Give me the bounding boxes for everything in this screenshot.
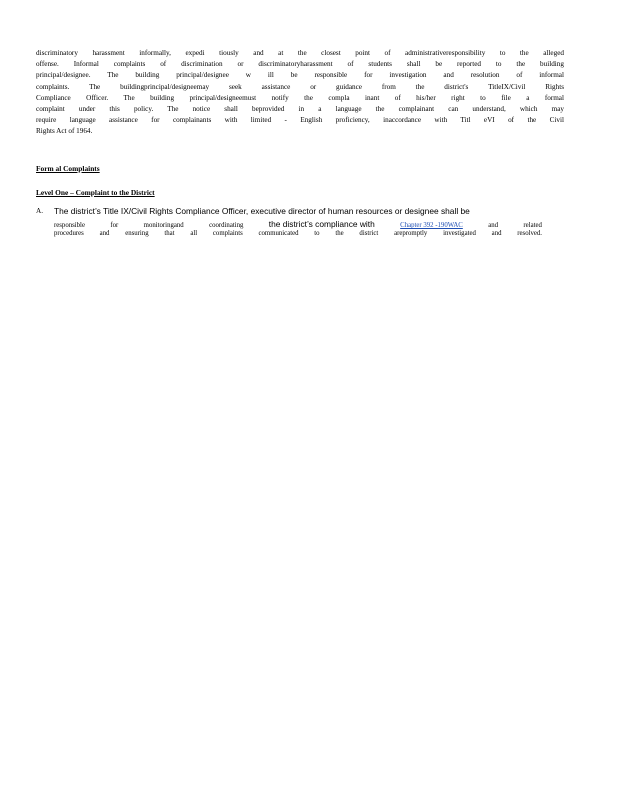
item-a-line-3 — [54, 230, 542, 237]
item-word: responsible — [54, 222, 85, 229]
item-a-line-2 — [54, 219, 542, 229]
paragraph-line: Rights Act of 1964. — [36, 127, 93, 136]
paragraph-line: principal/designee. The building principal/designee w ill be responsible for investigation and resolution of informal — [36, 71, 564, 80]
item-word: coordinating — [209, 222, 244, 229]
item-word: and — [488, 222, 499, 229]
list-marker: A. — [36, 207, 43, 215]
item-word: to — [314, 230, 320, 237]
item-word: all — [190, 230, 198, 237]
paragraph-line: offense. Informal complaints of discrimination or discriminatoryharassment of students shall be reported to the building — [36, 60, 564, 69]
item-word: district — [359, 230, 379, 237]
item-word: and — [99, 230, 110, 237]
item-word: procedures — [54, 230, 84, 237]
chapter-392-190-wac-link[interactable]: Chapter 392 -190WAC — [400, 222, 463, 229]
informal-complaints-paragraph — [36, 48, 564, 138]
paragraph-line: require language assistance for complainants with limited - English proficiency, inaccordance with Titl eVI of the Civil — [36, 116, 564, 125]
item-word: complaints — [212, 230, 243, 237]
item-word: monitoringand — [143, 222, 184, 229]
paragraph-line: Compliance Officer. The building principal/designeemust notify the compla inant of his/her right to file a formal — [36, 93, 564, 102]
item-word: ensuring — [125, 230, 149, 237]
item-word: resolved. — [517, 230, 542, 237]
paragraph-line: discriminatory harassment informally, expedi tiously and at the closest point of administrativeresponsibility to the alleged — [36, 49, 564, 57]
item-word: the — [335, 230, 344, 237]
item-word: related — [523, 222, 542, 229]
item-a-line-1: The district’s Title IX/Civil Rights Compliance Officer, executive director of human resources or designee shall be — [54, 206, 470, 216]
item-word: communicated — [258, 230, 299, 237]
item-word: that — [164, 230, 175, 237]
paragraph-line: complaints. The buildingprincipal/designeemay seek assistance or guidance from the district's TitleIX/Civil Rights — [36, 82, 564, 91]
item-word: and — [491, 230, 502, 237]
item-word: investigated — [443, 230, 476, 237]
paragraph-line: complaint under this policy. The notice shall beprovided in a language the complainant can understand, which may — [36, 104, 564, 113]
item-word: arepromptly — [394, 230, 428, 237]
level-one-heading: Level One – Complaint to the District — [36, 188, 155, 197]
item-phrase: the district’s compliance with — [268, 219, 375, 229]
item-word: for — [110, 222, 119, 229]
formal-complaints-heading: Form al Complaints — [36, 164, 100, 173]
